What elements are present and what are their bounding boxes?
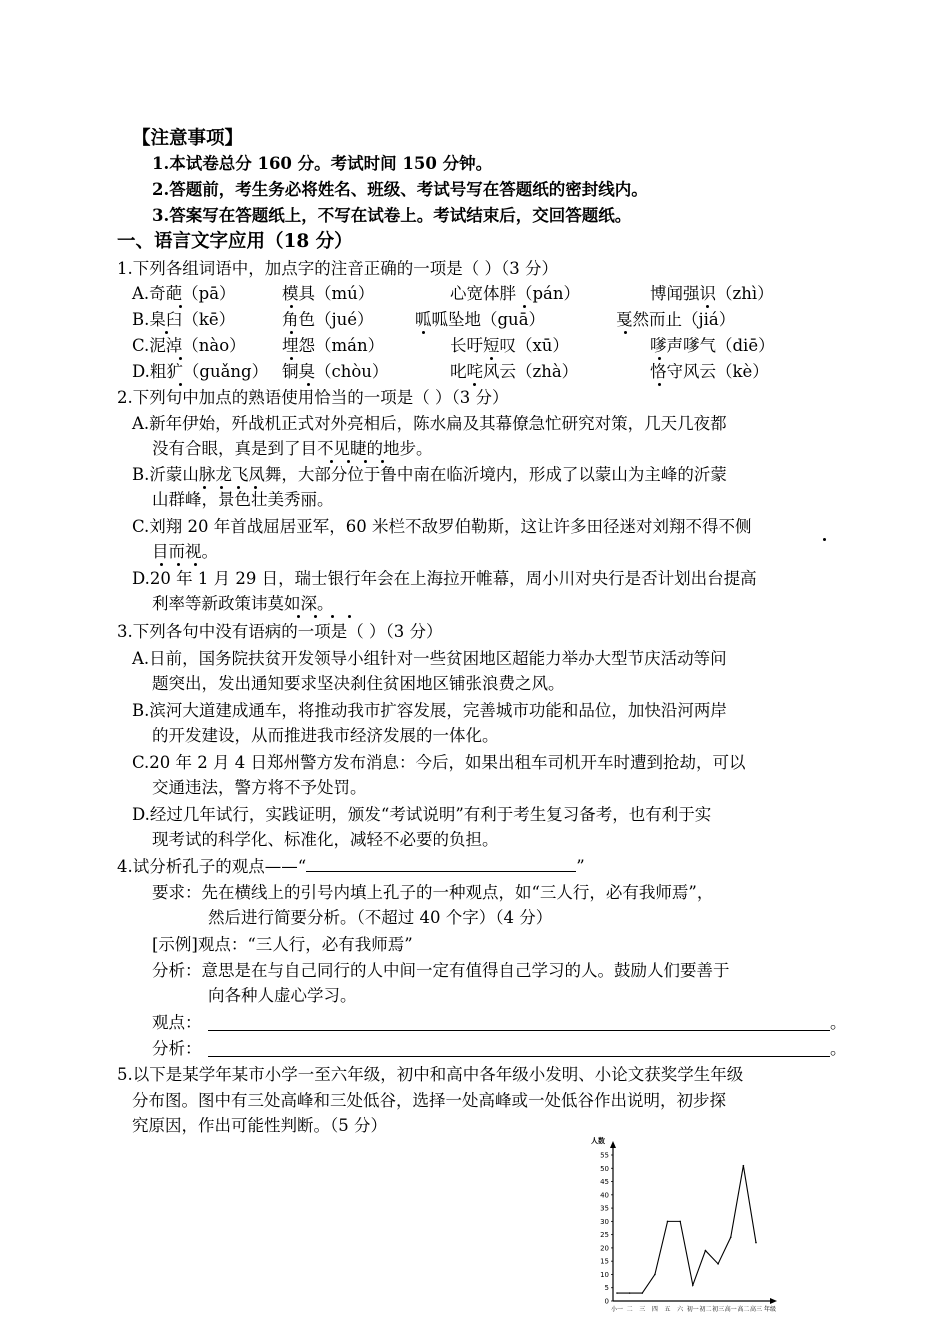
q5-line-3: 究原因，作出可能性判断。（5 分） bbox=[132, 1116, 387, 1135]
q1-d-1: D.粗犷（guǎng） bbox=[132, 362, 269, 381]
emphasis-dot bbox=[290, 357, 293, 360]
emphasis-dot bbox=[347, 460, 350, 463]
data-point bbox=[755, 1242, 757, 1244]
q1-a-2: 模具（mú） bbox=[282, 284, 375, 303]
x-tick-label: 小一 bbox=[610, 1306, 624, 1313]
x-tick-label: 初二 bbox=[699, 1306, 712, 1313]
q4-analysis-line-2: 向各种人虚心学习。 bbox=[208, 986, 357, 1005]
q4-blank[interactable] bbox=[306, 856, 576, 872]
emphasis-dot bbox=[160, 563, 163, 566]
q3-d-line-1: D.经过几年试行，实践证明，颁发“考试说明”有利于考生复习备考，也有利于实 bbox=[132, 805, 712, 824]
q2-a-line-2: 没有合眼，真是到了目不见睫的地步。 bbox=[152, 439, 433, 458]
data-point bbox=[743, 1165, 745, 1167]
x-tick-label: 高三 bbox=[749, 1306, 763, 1313]
y-axis-label: 人数 bbox=[591, 1137, 605, 1145]
q3-b-line-1: B.滨河大道建成通车，将推动我市扩容发展，完善城市功能和品位，加快沿河两岸 bbox=[132, 701, 727, 720]
q4-analysis-period: 。 bbox=[830, 1039, 847, 1058]
emphasis-dot bbox=[290, 305, 293, 308]
emphasis-dot bbox=[297, 615, 300, 618]
emphasis-dot bbox=[422, 331, 425, 334]
notice-item-1: 1.本试卷总分 160 分。考试时间 150 分钟。 bbox=[152, 154, 493, 173]
q5-line-1: 5.以下是某学年某市小学一至六年级，初中和高中各年级小发明、小论文获奖学生年级 bbox=[117, 1065, 744, 1084]
q3-c-line-1: C.20 年 2 月 4 日郑州警方发布消息：今后，如果出租车司机开车时遭到抢劫，可以 bbox=[132, 753, 746, 772]
q4-req-line-2: 然后进行简要分析。（不超过 40 个字）（4 分） bbox=[208, 908, 553, 927]
x-axis-label: 年级 bbox=[763, 1306, 777, 1313]
q2-c-line-1: C.刘翔 20 年首战屈居亚军，60 米栏不敌罗伯勒斯，这让许多田径迷对刘翔不得不侧 bbox=[132, 517, 752, 536]
q4-stem-suffix: ” bbox=[576, 857, 585, 876]
q4-viewpoint-answer-line[interactable] bbox=[208, 1030, 830, 1031]
emphasis-dot bbox=[307, 383, 310, 386]
y-axis-arrow bbox=[610, 1141, 616, 1148]
emphasis-dot bbox=[823, 538, 826, 541]
data-point bbox=[705, 1250, 707, 1252]
q3-a-line-2: 题突出，发出通知要求坚决刹住贫困地区铺张浪费之风。 bbox=[152, 674, 565, 693]
q4-analysis-line-1: 分析：意思是在与自己同行的人中间一定有值得自己学习的人。鼓励人们要善于 bbox=[152, 961, 730, 980]
y-tick-label: 10 bbox=[600, 1270, 609, 1279]
notice-item-3: 3.答案写在答题纸上，不写在试卷上。考试结束后，交回答题纸。 bbox=[152, 206, 632, 225]
q2-b-line-1: B.沂蒙山脉龙飞凤舞，大部分位于鲁中南在临沂境内，形成了以蒙山为主峰的沂蒙 bbox=[132, 465, 727, 484]
q1-d-4: 恪守风云（kè） bbox=[650, 362, 769, 381]
q3-b-line-2: 的开发建设，从而推进我市经济发展的一体化。 bbox=[152, 726, 499, 745]
q4-viewpoint-label: 观点： bbox=[152, 1013, 202, 1032]
q1-d-3: 叱咤风云（zhà） bbox=[450, 362, 579, 381]
emphasis-dot bbox=[330, 460, 333, 463]
q4-analysis-answer-line[interactable] bbox=[208, 1056, 830, 1057]
emphasis-dot bbox=[490, 357, 493, 360]
q5-line-2: 分布图。图中有三处高峰和三处低谷，选择一处高峰或一处低谷作出说明，初步探 bbox=[132, 1091, 726, 1110]
q1-c-2: 埋怨（mán） bbox=[282, 336, 385, 355]
emphasis-dot bbox=[290, 331, 293, 334]
data-point bbox=[641, 1292, 643, 1294]
q1-b-3: 呱呱坠地（guā） bbox=[415, 310, 546, 329]
x-tick-label: 三 bbox=[639, 1306, 646, 1313]
x-tick-label: 高一 bbox=[724, 1306, 737, 1313]
emphasis-dot bbox=[331, 615, 334, 618]
q4-stem-prefix: 4.试分析孔子的观点——“ bbox=[117, 857, 307, 876]
q1-a-1: A.奇葩（pā） bbox=[132, 284, 236, 303]
data-point bbox=[717, 1263, 719, 1265]
series-line bbox=[617, 1166, 756, 1293]
x-tick-label: 四 bbox=[651, 1306, 658, 1313]
emphasis-dot bbox=[177, 563, 180, 566]
y-tick-label: 40 bbox=[600, 1191, 609, 1200]
q2-d-line-2: 利率等新政策讳莫如深。 bbox=[152, 594, 334, 613]
q4-analysis-label: 分析： bbox=[152, 1039, 202, 1058]
emphasis-dot bbox=[220, 486, 223, 489]
data-point bbox=[692, 1284, 694, 1286]
q1-c-4: 嗲声嗲气（diē） bbox=[650, 336, 775, 355]
q1-b-2: 角色（jué） bbox=[282, 310, 374, 329]
data-point bbox=[679, 1221, 681, 1223]
emphasis-dot bbox=[348, 615, 351, 618]
y-tick-label: 5 bbox=[604, 1284, 609, 1293]
q4-req-line-1: 要求：先在横线上的引号内填上孔子的一种观点，如“三人行，必有我师焉”， bbox=[152, 883, 714, 902]
section-title: 一、语言文字应用（18 分） bbox=[117, 231, 353, 252]
x-tick-label: 六 bbox=[677, 1306, 684, 1313]
q3-a-line-1: A.日前，国务院扶贫开发领导小组针对一些贫困地区超能力举办大型节庆活动等问 bbox=[132, 649, 727, 668]
q2-d-line-1: D.20 年 1 月 29 日，瑞士银行年会在上海拉开帷幕，周小川对央行是否计划出台提高 bbox=[132, 569, 757, 588]
emphasis-dot bbox=[179, 357, 182, 360]
x-tick-label: 初一 bbox=[686, 1306, 699, 1313]
emphasis-dot bbox=[203, 486, 206, 489]
emphasis-dot bbox=[254, 486, 257, 489]
x-tick-label: 五 bbox=[664, 1306, 671, 1313]
emphasis-dot bbox=[179, 383, 182, 386]
grade-distribution-chart bbox=[585, 1133, 785, 1318]
x-axis-arrow bbox=[770, 1298, 777, 1304]
emphasis-dot bbox=[314, 615, 317, 618]
data-point bbox=[616, 1292, 618, 1294]
emphasis-dot bbox=[706, 305, 709, 308]
emphasis-dot bbox=[658, 357, 661, 360]
q4-example: [示例]观点：“三人行，必有我师焉” bbox=[152, 935, 413, 954]
emphasis-dot bbox=[165, 331, 168, 334]
y-tick-label: 55 bbox=[600, 1151, 609, 1160]
q3-stem: 3.下列各句中没有语病的一项是（ ）（3 分） bbox=[117, 622, 443, 641]
q2-a-line-1: A.新年伊始，歼战机正式对外亮相后，陈水扁及其幕僚急忙研究对策，几天几夜都 bbox=[132, 414, 727, 433]
q1-c-1: C.泥淖（nào） bbox=[132, 336, 246, 355]
y-tick-label: 15 bbox=[600, 1257, 609, 1266]
q2-c-line-2: 目而视。 bbox=[152, 542, 218, 561]
emphasis-dot bbox=[658, 383, 661, 386]
q2-b-line-2: 山群峰，景色壮美秀丽。 bbox=[152, 490, 334, 509]
q4-viewpoint-period: 。 bbox=[830, 1013, 847, 1032]
emphasis-dot bbox=[473, 383, 476, 386]
x-tick-label: 初三 bbox=[712, 1306, 725, 1313]
q1-stem: 1.下列各组词语中，加点字的注音正确的一项是（ ）（3 分） bbox=[117, 259, 558, 278]
data-point bbox=[654, 1274, 656, 1276]
data-point bbox=[629, 1292, 631, 1294]
q1-c-3: 长吁短叹（xū） bbox=[450, 336, 569, 355]
y-tick-label: 35 bbox=[600, 1204, 609, 1213]
q1-d-2: 铜臭（chòu） bbox=[282, 362, 389, 381]
emphasis-dot bbox=[194, 563, 197, 566]
emphasis-dot bbox=[523, 305, 526, 308]
y-tick-label: 20 bbox=[600, 1244, 609, 1253]
q1-b-4: 戛然而止（jiá） bbox=[616, 310, 736, 329]
q3-c-line-2: 交通违法，警方将不予处罚。 bbox=[152, 778, 367, 797]
y-tick-label: 50 bbox=[600, 1164, 609, 1173]
x-tick-label: 高二 bbox=[737, 1306, 750, 1313]
emphasis-dot bbox=[381, 460, 384, 463]
y-tick-label: 0 bbox=[604, 1297, 609, 1306]
notice-item-2: 2.答题前，考生务必将姓名、班级、考试号写在答题纸的密封线内。 bbox=[152, 180, 648, 199]
emphasis-dot bbox=[624, 331, 627, 334]
notice-title: 【注意事项】 bbox=[132, 128, 244, 149]
q2-stem: 2.下列句中加点的熟语使用恰当的一项是（ ）（3 分） bbox=[117, 388, 509, 407]
x-tick-label: 二 bbox=[626, 1306, 633, 1313]
y-tick-label: 30 bbox=[600, 1217, 609, 1226]
emphasis-dot bbox=[364, 460, 367, 463]
q1-a-3: 心宽体胖（pán） bbox=[450, 284, 581, 303]
q1-a-4: 博闻强识（zhì） bbox=[650, 284, 774, 303]
emphasis-dot bbox=[237, 486, 240, 489]
data-point bbox=[730, 1236, 732, 1238]
data-point bbox=[667, 1221, 669, 1223]
q3-d-line-2: 现考试的科学化、标准化，减轻不必要的负担。 bbox=[152, 830, 499, 849]
emphasis-dot bbox=[179, 305, 182, 308]
y-tick-label: 25 bbox=[600, 1231, 609, 1240]
q4-stem bbox=[117, 856, 585, 878]
y-tick-label: 45 bbox=[600, 1178, 609, 1187]
q1-b-1: B.臬臼（kē） bbox=[132, 310, 236, 329]
